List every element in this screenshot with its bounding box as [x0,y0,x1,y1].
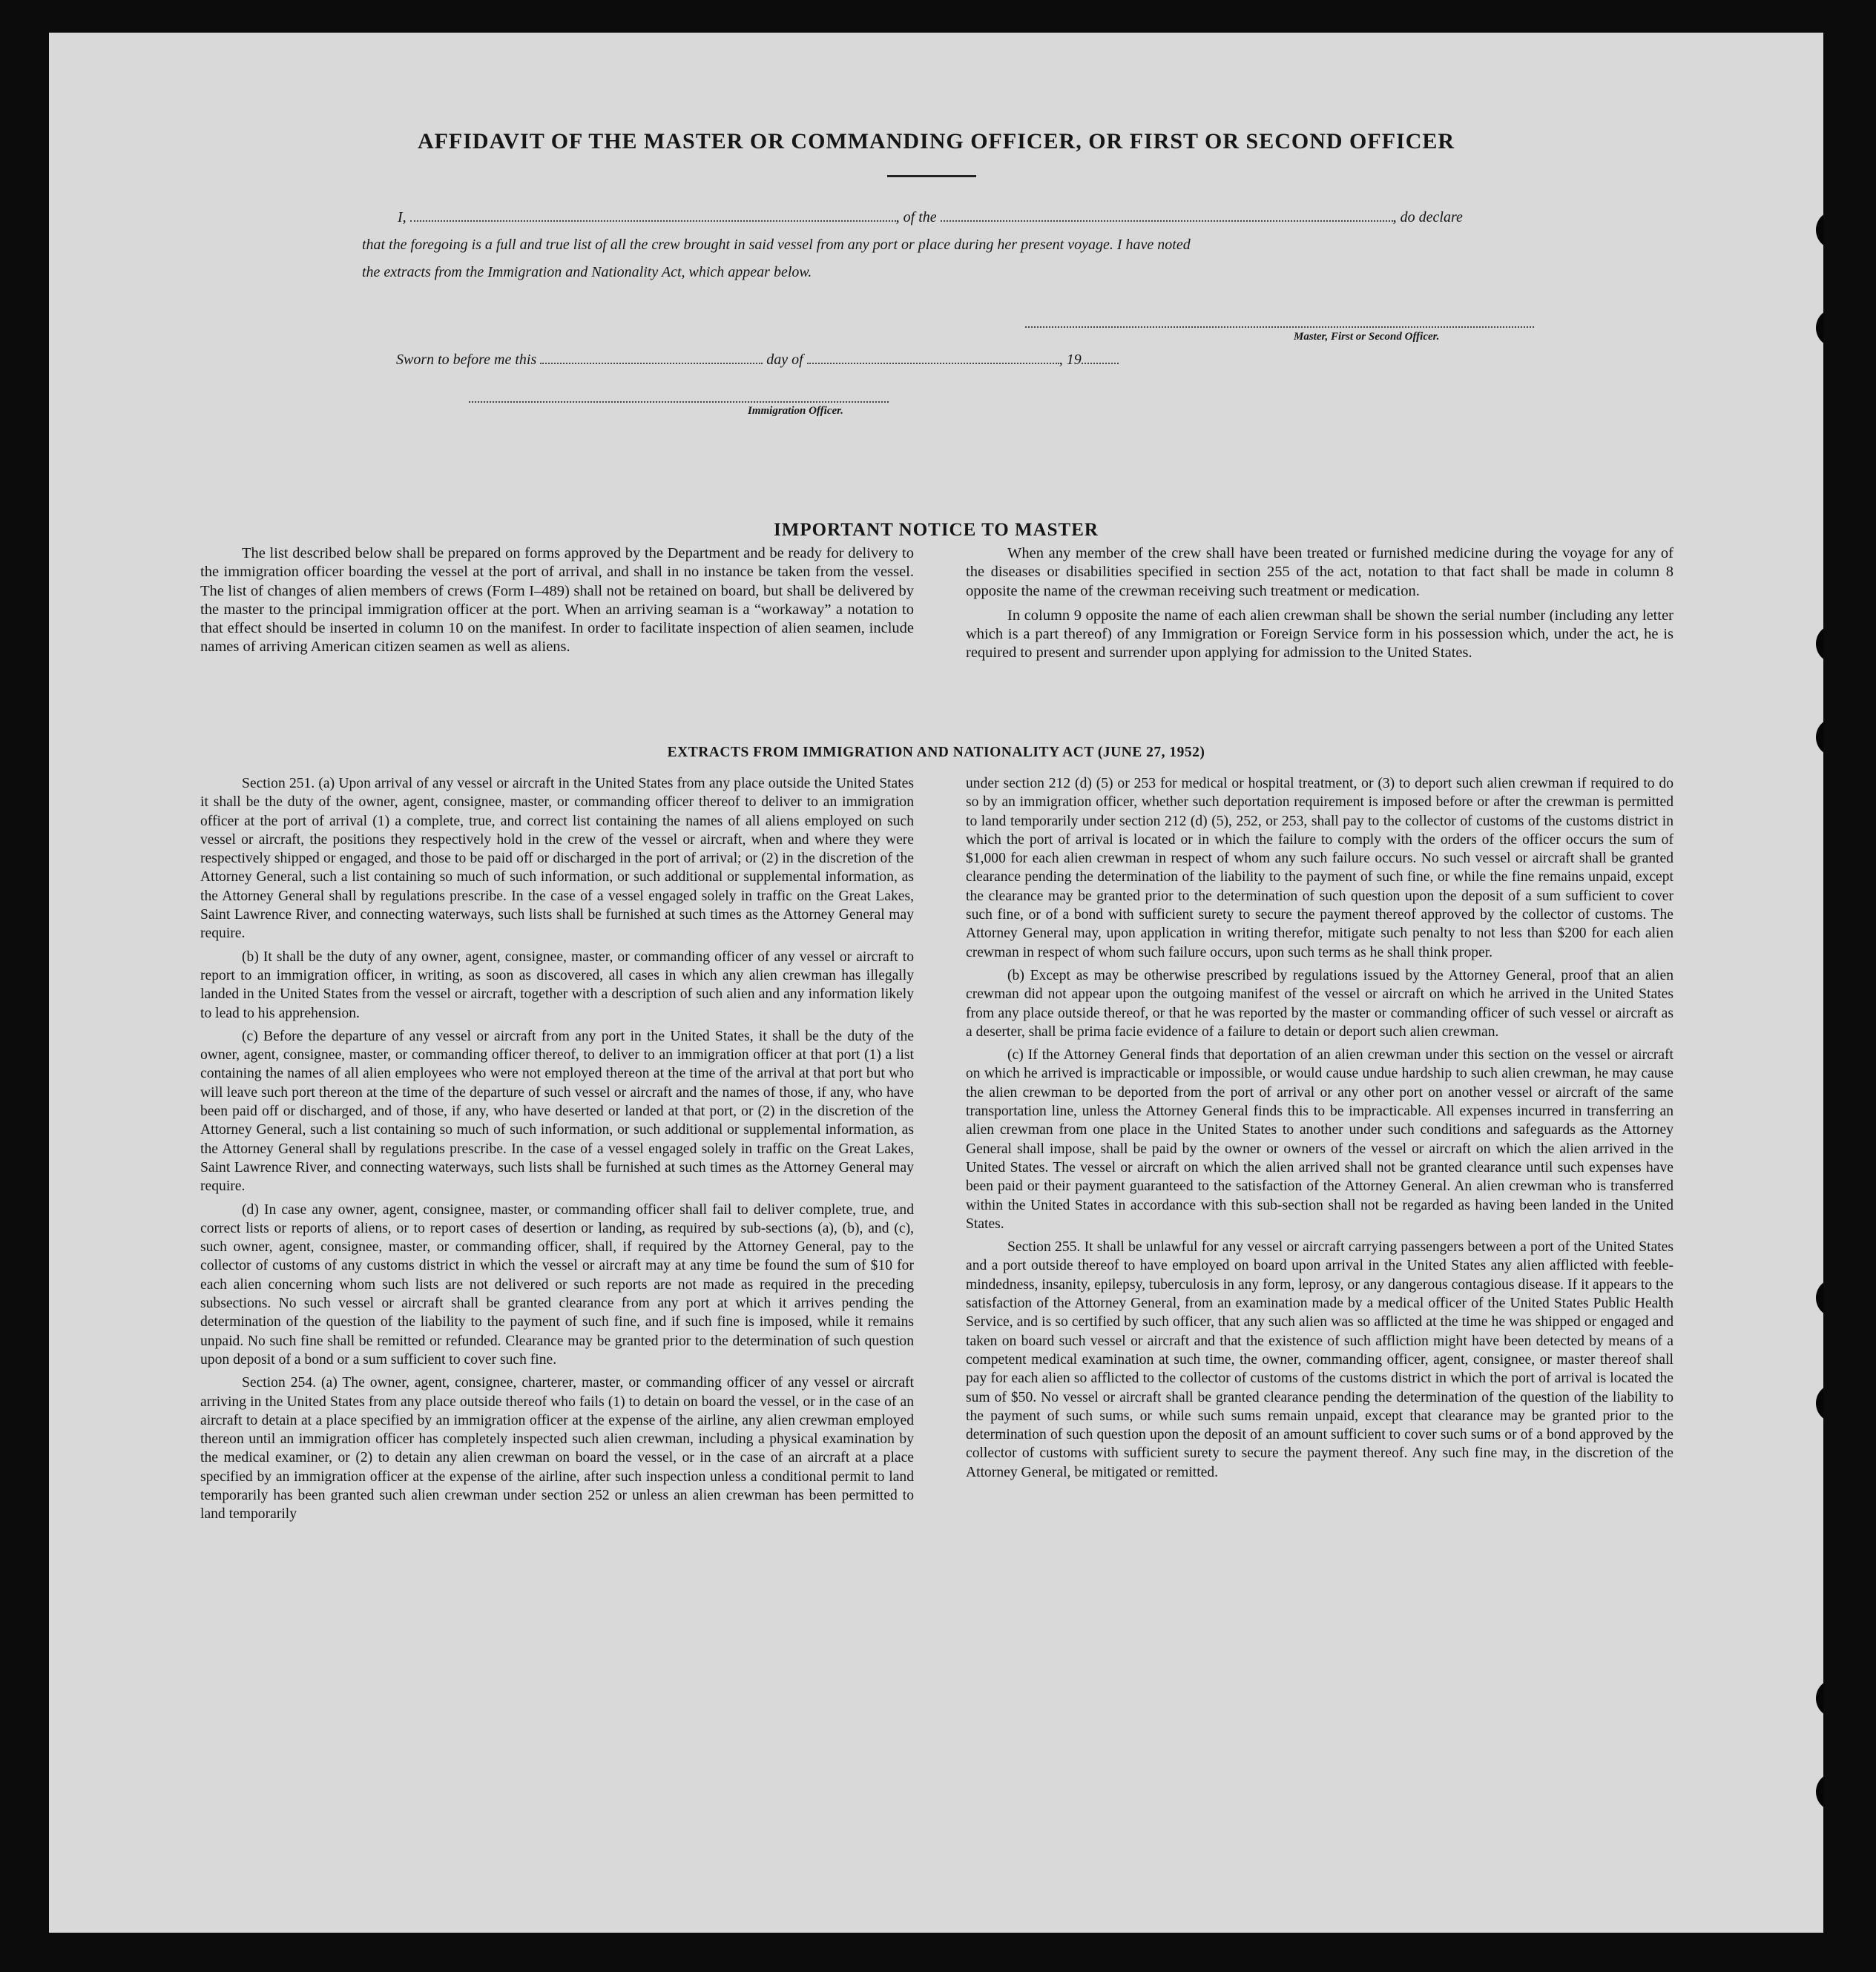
decl-i-text: I, [398,209,407,225]
sworn-day-blank[interactable] [540,363,763,364]
master-signature-line[interactable] [1025,326,1534,328]
extracts-title: EXTRACTS FROM IMMIGRATION AND NATIONALITY ACT (JUNE 27, 1952) [667,745,1205,760]
section-254c: (c) If the Attorney General finds that deportation of an alien crewman under this section on the vessel or aircraft on which he arrived is impracticable or impossible, or would cause undue hardship to such alien crewman, he may cause the alien crewman to be deported from the port of arrival or any other port on another vessel or aircraft of the same transportation line, unless the Attorney General finds this to be impracticable. All expenses incurred in transferring an alien crewman from one place in the United States to another under such conditions and safeguards as the Attorney General shall impose, shall be paid by the owner or owners of the vessel or aircraft on which the alien arrived in the United States. The vessel or aircraft on which the alien arrived shall not be granted clearance until such expenses have been paid or their payment guaranteed to the satisfaction of the Attorney General. An alien crewman who is transferred within the United States in accordance with this sub-section shall not be regarded as having been landed in the United States. [966,1047,1673,1232]
section-251b: (b) It shall be the duty of any owner, agent, consignee, master, or commanding officer of any vessel or aircraft to report to an immigration officer, in writing, as soon as discovered, all cases in which any alien crewman has illegally landed in the United States from the vessel or aircraft, together with a description of such alien and any information likely to lead to his apprehension. [200,949,914,1021]
notice-right-paragraph-2: In column 9 opposite the name of each alien crewman shall be shown the serial number (including any letter which is a part thereof) of any Immigration or Foreign Service form in his possession which, under the act, he is required to present and surrender upon applying for admission to the United States. [966,607,1673,662]
punch-hole [1816,624,1823,663]
affidavit-title: AFFIDAVIT OF THE MASTER OR COMMANDING OFFICER, OR FIRST OR SECOND OFFICER [417,129,1455,154]
immigration-signature-line[interactable] [469,401,889,403]
sworn-text: Sworn to before me this [396,352,537,368]
section-251a: Section 251. (a) Upon arrival of any vessel or aircraft in the United States from any place outside the United States it shall be the duty of the owner, agent, consignee, master, or commanding officer thereof to deliver to an immigration officer at the port of arrival (1) a complete, true, and correct list containing the names of all aliens employed on such vessel or aircraft, the positions they respectively hold in the crew of the vessel or aircraft, when and where they were respectively shipped or engaged, and those to be paid off or discharged in the port of arrival; or (2) in the discretion of the Attorney General, such a list containing so much of such information, or such additional or supplemental information, as the Attorney General shall by regulations prescribe. In the case of a vessel engaged solely in traffic on the Great Lakes, Saint Lawrence River, and connecting waterways, such lists shall be furnished at such times as the Attorney General may require. [200,776,914,942]
vessel-blank[interactable] [941,220,1393,222]
notice-right-column [966,544,1673,669]
punch-hole [1816,211,1823,249]
sworn-year-text: , 19 [1059,352,1082,368]
section-251c: (c) Before the departure of any vessel or aircraft from any port in the United States, it shall be the duty of the owner, agent, consignee, master, or commanding officer thereof, to deliver to an immigration officer at that port (1) a list containing the names of all alien employees who were not employed thereon at the time of the arrival at that port but who will leave such port thereon at the time of the departure of such vessel or aircraft and the names of those, if any, who have been paid off or discharged, and of those, if any, who have deserted or landed at that port, or (2) in the discretion of the Attorney General, such a list containing so much of such information, or such additional or supplemental information, as the Attorney General shall by regulations prescribe. In the case of a vessel engaged solely in traffic on the Great Lakes, Saint Lawrence River, and connecting waterways, such lists shall be furnished at such times as the Attorney General may require. [200,1028,914,1195]
master-signature-label: Master, First or Second Officer. [1294,331,1440,343]
title-rule [887,175,976,177]
notice-right-paragraph-1: When any member of the crew shall have been treated or furnished medicine during the voyage for any of the diseases or disabilities specified in section 255 of the act, notation to that fact shall be made in column 8 opposite the name of the crewman receiving such treatment or medication. [966,545,1673,599]
immigration-signature-label: Immigration Officer. [748,405,843,417]
section-251d: (d) In case any owner, agent, consignee, master, or commanding officer shall fail to deliver complete, true, and correct lists or reports of aliens, or to report cases of desertion or landing, as required by sub-sections (a), (b), and (c), such owner, agent, consignee, master, or commanding officer, shall, if required by the Attorney General, pay to the collector of customs of any customs district in which the vessel or aircraft may at any time be found the sum of $10 for each alien concerning whom such lists are not delivered or such reports are not made as required in the preceding subsections. No such vessel or aircraft shall be granted clearance from any port at which it arrives pending the determination of the question of the liability to the payment of such fine, and if such fine is imposed, while it remains unpaid. No such fine shall be remitted or refunded. Clearance may be granted prior to the determination of such question upon deposit of a bond or a sum sufficient to cover such fine. [200,1201,914,1368]
section-254a: Section 254. (a) The owner, agent, consignee, charterer, master, or commanding officer of any vessel or aircraft arriving in the United States from any place outside thereof who fails (1) to detain on board the vessel, or in the case of an aircraft to detain at a place specified by an immigration officer at the expense of the airline, any alien crewman employed thereon until an immigration officer has completely inspected such alien crewman, including a physical examination by the medical examiner, or (2) to detain any alien crewman on board the vessel, or in the case of an aircraft at a place specified by an immigration officer at the expense of the airline, after such inspection unless a conditional permit to land temporarily has been granted such alien crewman under section 252 or unless an alien crewman has been permitted to land temporarily [200,1375,914,1523]
extracts-right-column [966,774,1673,1486]
punch-hole [1816,1384,1823,1422]
sworn-year-blank[interactable] [1082,363,1119,364]
section-255: Section 255. It shall be unlawful for any vessel or aircraft carrying passengers between a port of the United States and a port outside thereof to have employed on board upon arrival in the United States any alien afflicted with feeble-mindedness, insanity, epilepsy, tuberculosis in any form, leprosy, or any dangerous contagious disease. If it appears to the satisfaction of the Attorney General, from an examination made by a medical officer of the United States Public Health Service, and is so certified by such officer, that any such alien was so afflicted at the time he was shipped or engaged and taken on board such vessel or aircraft and that the existence of such affliction might have been detected by means of a competent medical examination at such time, the owner, commanding officer, agent, consignee, or master thereof shall pay for each alien so afflicted to the collector of customs of the customs district in which the port of arrival is located the sum of $50. No vessel or aircraft shall be granted clearance pending the determination of the question of the liability to the payment of such sums, or while such sums remain unpaid, except that clearance may be granted prior to the determination of such question upon the deposit of an amount sufficient to cover such sums or of a bond approved by the collector of customs with sufficient surety to secure the payment thereof. Any such fine may, in the discretion of the Attorney General, be mitigated or remitted. [966,1239,1673,1480]
notice-left-column [200,544,914,663]
declaration-line [398,209,1463,226]
decl-of-the-text: , of the [895,209,937,225]
declaration-line-3: the extracts from the Immigration and Nationality Act, which appear below. [362,264,812,280]
punch-hole [1816,1679,1823,1718]
notice-left-paragraph: The list described below shall be prepared on forms approved by the Department and be ready for delivery to the immigration officer boarding the vessel at the port of arrival, and shall in no instance be taken from the vessel. The list of changes of alien members of crews (Form I–489) shall not be retained on board, but shall be delivered by the master to the principal immigration officer at the port. When an arriving seaman is a “workaway” a notation to that effect should be inserted in column 10 on the manifest. In order to facilitate inspection of alien seamen, include names of arriving American citizen seamen as well as aliens. [200,545,914,656]
punch-hole [1816,309,1823,347]
decl-do-declare-text: , do declare [1392,209,1463,225]
sworn-month-blank[interactable] [807,363,1059,364]
punch-hole [1816,1773,1823,1811]
name-blank[interactable] [410,220,896,222]
punch-hole [1816,1279,1823,1317]
section-254a-continued: under section 212 (d) (5) or 253 for medical or hospital treatment, or (3) to deport such alien crewman if required to do so by an immigration officer, whether such deportation requirement is imposed before or after the crewman is permitted to land temporarily under section 212 (d) (5), 252, or 253, shall pay to the collector of customs of the customs district in which the port of arrival is located or in which the failure to comply with the orders of the officer occurs the sum of $1,000 for each alien crewman in respect of whom any such failure occurs. No such vessel or aircraft shall be granted clearance pending the determination of the liability to the payment of such fine, or while the fine remains unpaid, except the clearance may be granted prior to the determination of such question upon the deposit of a sum sufficient to cover such fine, or of a bond with sufficient surety to secure the payment thereof approved by the collector of customs. The Attorney General may, upon application in writing therefor, mitigate such penalty to not less than $200 for each alien crewman in respect of whom such failure occurs, upon such terms as he shall think proper. [966,776,1673,960]
declaration-line-2: that the foregoing is a full and true list of all the crew brought in said vessel from any port or place during her present voyage. I have noted [362,237,1191,253]
document-page [49,33,1823,1933]
notice-title: IMPORTANT NOTICE TO MASTER [774,520,1099,540]
sworn-day-of-text: day of [766,352,803,368]
sworn-line [396,352,1119,369]
section-254b: (b) Except as may be otherwise prescribed by regulations issued by the Attorney General, proof that an alien crewman did not appear upon the outgoing manifest of the vessel or aircraft on which he arrived in the United States from any place outside thereof, or that he was reported by the master or commanding officer of such vessel or aircraft as a deserter, shall be prima facie evidence of a failure to detain or deport such alien crewman. [966,967,1673,1040]
extracts-left-column [200,774,914,1529]
